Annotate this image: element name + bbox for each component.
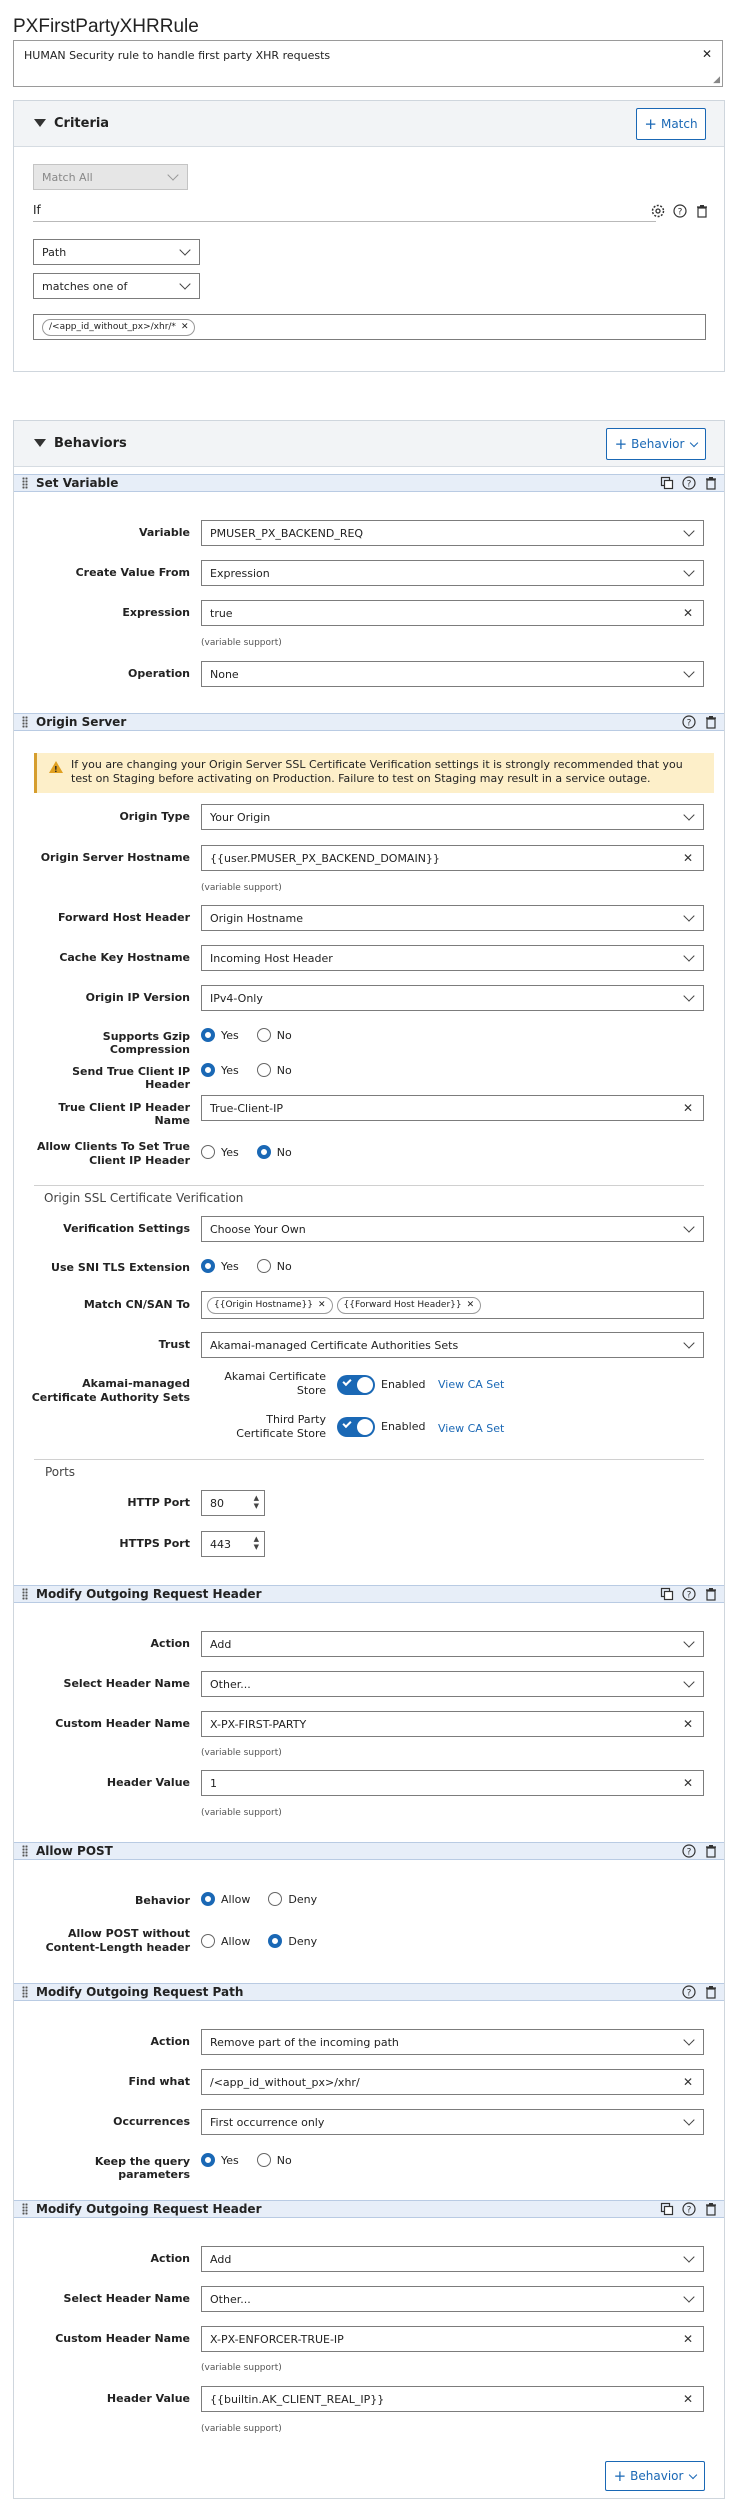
section-title: Modify Outgoing Request Header [36,2202,262,2216]
create-value-from-select[interactable]: Expression [201,560,704,586]
behavior-allow-radio[interactable]: Allow [201,1892,250,1906]
help-icon[interactable] [682,2202,696,2216]
variable-support-hint: (variable support) [201,2363,282,2373]
check-icon [342,1377,351,1386]
description-text: HUMAN Security rule to handle first party XHR requests [24,49,331,62]
trust-label: Trust [158,1338,190,1351]
trash-icon[interactable] [704,715,718,729]
trash-icon[interactable] [695,204,709,218]
find-what-label: Find what [128,2075,190,2088]
svg-text:?: ? [686,1590,692,1601]
trash-icon[interactable] [704,1587,718,1601]
third-party-view-ca-set-link[interactable]: View CA Set [438,1422,505,1435]
third-party-store-toggle[interactable] [337,1417,375,1437]
collapse-icon[interactable] [34,439,46,447]
https-port-label: HTTPS Port [119,1537,190,1550]
variable-support-hint: (variable support) [201,1748,282,1758]
add-behavior-bottom-button[interactable]: + Behavior [605,2461,705,2491]
header-value-input[interactable]: 1 ✕ [201,1770,704,1796]
clear-icon[interactable]: ✕ [682,606,693,620]
sni-yes-radio[interactable]: Yes [201,1259,239,1273]
allow-clients-no-radio[interactable]: No [257,1145,292,1159]
svg-text:?: ? [686,1847,692,1858]
trash-icon[interactable] [704,476,718,490]
svg-text:?: ? [686,2205,692,2216]
criteria-value-input[interactable] [33,314,706,340]
svg-text:?: ? [677,207,683,218]
origin-ip-version-select[interactable]: IPv4-Only [201,985,704,1011]
svg-text:?: ? [686,479,692,490]
ca-sets-label: Akamai-managed Certificate Authority Sets [31,1377,190,1404]
operation-select[interactable]: None [201,661,704,687]
divider [34,1459,704,1460]
gzip-label: Supports Gzip Compression [102,1030,190,1056]
gzip-yes-radio[interactable]: Yes [201,1028,239,1042]
origin-hostname-input[interactable]: {{user.PMUSER_PX_BACKEND_DOMAIN}} ✕ [201,845,704,871]
custom-header-name-label: Custom Header Name [55,2332,190,2345]
chevron-down-icon [690,438,698,446]
stepper-icon[interactable]: ▲ ▼ [253,1494,259,1510]
gzip-no-radio[interactable]: No [257,1028,292,1042]
keep-query-label: Keep the query parameters [94,2155,190,2181]
true-client-no-radio[interactable]: No [257,1063,292,1077]
origin-type-label: Origin Type [119,810,190,823]
chevron-down-icon [689,2470,697,2478]
ports-heading: Ports [45,1465,76,1479]
criteria-header[interactable] [14,101,724,147]
true-client-ip-radio-group [201,1063,292,1077]
true-client-ip-label: Send True Client IP Header [72,1065,190,1091]
path-action-label: Action [150,2035,190,2048]
clear-icon[interactable]: ✕ [682,1776,693,1790]
variable-label: Variable [138,526,190,539]
section-origin-server [14,713,724,731]
criteria-icons [651,204,709,218]
criteria-title: Criteria [54,116,110,131]
section-modify-header-2 [14,2200,724,2218]
akamai-store-status: Enabled [381,1378,426,1391]
action-select[interactable]: Add [201,2246,704,2272]
drag-handle-icon[interactable] [22,477,28,489]
action-label: Action [150,2252,190,2265]
stepper-icon[interactable]: ▲ ▼ [253,1535,259,1551]
section-title: Modify Outgoing Request Path [36,1985,244,1999]
clear-icon[interactable]: ✕ [682,851,693,865]
clear-icon[interactable]: ✕ [682,2332,693,2346]
cache-key-hostname-label: Cache Key Hostname [59,951,190,964]
true-client-header-name-label: True Client IP Header Name [58,1101,190,1127]
origin-hostname-label: Origin Server Hostname [40,851,190,864]
section-allow-post [14,1842,724,1860]
path-action-select[interactable]: Remove part of the incoming path [201,2029,704,2055]
resize-handle-icon[interactable]: ◢ [713,75,720,85]
https-port-input[interactable]: 443 ▲ ▼ [201,1531,265,1557]
help-icon[interactable] [682,1985,696,1999]
third-party-store-label: Third Party Certificate Store [236,1413,326,1440]
behaviors-title: Behaviors [54,436,127,451]
drag-handle-icon[interactable] [22,1588,28,1600]
post-without-cl-deny-radio[interactable]: Deny [268,1934,317,1948]
help-icon[interactable] [682,1587,696,1601]
match-cn-san-input[interactable] [201,1291,704,1319]
clear-icon[interactable]: ✕ [682,1101,693,1115]
verification-settings-select[interactable]: Choose Your Own [201,1216,704,1242]
if-divider [33,221,656,222]
action-select[interactable]: Add [201,1631,704,1657]
keep-query-radio-group [201,2153,292,2167]
collapse-icon[interactable] [34,119,46,127]
behavior-label: Behavior [134,1894,190,1907]
trust-select[interactable]: Akamai-managed Certificate Authorities Sets [201,1332,704,1358]
custom-header-name-label: Custom Header Name [55,1717,190,1730]
copy-icon[interactable] [660,476,674,490]
select-header-name-select[interactable]: Other... [201,2286,704,2312]
select-header-name-label: Select Header Name [63,2292,190,2305]
variable-support-hint: (variable support) [201,1808,282,1818]
sni-radio-group [201,1259,292,1273]
section-title: Modify Outgoing Request Header [36,1587,262,1601]
ssl-verification-heading: Origin SSL Certificate Verification [44,1191,244,1205]
verification-settings-label: Verification Settings [63,1222,190,1235]
custom-header-name-input[interactable]: X-PX-FIRST-PARTY ✕ [201,1711,704,1737]
trash-icon[interactable] [704,1985,718,1999]
variable-select[interactable]: PMUSER_PX_BACKEND_REQ [201,520,704,546]
plus-icon: + [644,115,657,133]
trash-icon[interactable] [704,1844,718,1858]
akamai-store-toggle[interactable] [337,1375,375,1395]
occurrences-label: Occurrences [113,2115,190,2128]
clear-icon[interactable]: ✕ [682,2392,693,2406]
third-party-store-status: Enabled [381,1420,426,1433]
behavior-radio-group [201,1892,317,1906]
sni-label: Use SNI TLS Extension [51,1261,190,1274]
help-icon[interactable] [682,715,696,729]
expression-input[interactable]: true ✕ [201,600,704,626]
find-what-input[interactable]: /<app_id_without_px>/xhr/ ✕ [201,2069,704,2095]
remove-chip-icon[interactable]: ✕ [466,1300,475,1310]
select-header-name-label: Select Header Name [63,1677,190,1690]
forward-host-header-chip[interactable]: {{Forward Host Header}} ✕ [337,1297,482,1314]
origin-ip-version-label: Origin IP Version [85,991,190,1004]
drag-handle-icon[interactable] [22,716,28,728]
header-value-label: Header Value [106,1776,190,1789]
keep-query-yes-radio[interactable]: Yes [201,2153,239,2167]
allow-clients-yes-radio[interactable]: Yes [201,1145,239,1159]
help-icon[interactable] [682,476,696,490]
plus-icon: + [614,435,628,453]
description-textarea[interactable] [13,40,723,87]
copy-icon[interactable] [660,1587,674,1601]
post-without-cl-allow-radio[interactable]: Allow [201,1934,250,1948]
criteria-panel [13,100,725,372]
custom-header-name-input[interactable]: X-PX-ENFORCER-TRUE-IP ✕ [201,2326,704,2352]
clear-icon[interactable]: ✕ [682,1717,693,1731]
warning-icon: ! [49,761,63,773]
value-chip[interactable]: /<app_id_without_px>/xhr/* ✕ [42,319,195,336]
post-without-cl-radio-group [201,1934,317,1948]
expression-label: Expression [122,606,190,619]
forward-host-header-select[interactable]: Origin Hostname [201,905,704,931]
remove-chip-icon[interactable]: ✕ [317,1300,326,1310]
divider [34,1185,704,1186]
occurrences-select[interactable]: First occurrence only [201,2109,704,2135]
section-title: Set Variable [36,476,119,490]
variable-support-hint: (variable support) [201,638,282,648]
clear-description-icon[interactable]: ✕ [701,47,712,61]
variable-support-hint: (variable support) [201,2424,282,2434]
criteria-field-select[interactable]: Path [33,239,200,265]
gzip-radio-group [201,1028,292,1042]
operation-label: Operation [128,667,190,680]
drag-handle-icon[interactable] [22,1986,28,1998]
ssl-warning-banner: ! If you are changing your Origin Server SSL Certificate Verification settings it is strongly recommended that you test on Staging before activating on Production. Failure to test on Staging may result in a service outage. [34,753,714,793]
forward-host-header-label: Forward Host Header [57,911,190,924]
criteria-operator-select[interactable]: matches one of [33,273,200,299]
svg-text:?: ? [686,1988,692,1999]
akamai-store-label: Akamai Certificate Store [224,1370,326,1397]
variable-support-hint: (variable support) [201,883,282,893]
match-cn-san-label: Match CN/SAN To [83,1298,190,1311]
plus-icon: + [613,2467,627,2485]
header-value-label: Header Value [106,2392,190,2405]
clear-icon[interactable]: ✕ [682,2075,693,2089]
check-icon [342,1419,351,1428]
help-icon[interactable] [682,1844,696,1858]
section-title: Origin Server [36,715,127,729]
behavior-deny-radio[interactable]: Deny [268,1892,317,1906]
add-behavior-button[interactable]: + Behavior [606,428,706,460]
true-client-header-name-input[interactable]: True-Client-IP ✕ [201,1095,704,1121]
http-port-label: HTTP Port [127,1496,190,1509]
post-without-cl-label: Allow POST without Content-Length header [45,1927,190,1954]
header-value-input[interactable]: {{builtin.AK_CLIENT_REAL_IP}} ✕ [201,2386,704,2412]
trash-icon[interactable] [704,2202,718,2216]
gear-icon[interactable] [651,204,665,218]
keep-query-no-radio[interactable]: No [257,2153,292,2167]
sni-no-radio[interactable]: No [257,1259,292,1273]
section-title: Allow POST [36,1844,113,1858]
cache-key-hostname-select[interactable]: Incoming Host Header [201,945,704,971]
copy-icon[interactable] [660,2202,674,2216]
http-port-input[interactable]: 80 ▲ ▼ [201,1490,265,1516]
remove-chip-icon[interactable]: ✕ [180,322,189,332]
section-set-variable [14,474,724,492]
select-header-name-select[interactable]: Other... [201,1671,704,1697]
match-all-select: Match All [33,164,188,190]
origin-type-select[interactable]: Your Origin [201,804,704,830]
if-label: If [33,203,41,217]
help-icon[interactable] [673,204,687,218]
page-title: PXFirstPartyXHRRule [13,16,199,37]
drag-handle-icon[interactable] [22,1845,28,1857]
action-label: Action [150,1637,190,1650]
allow-clients-radio-group [201,1145,292,1159]
create-value-from-label: Create Value From [75,566,190,579]
section-modify-header-1 [14,1585,724,1603]
allow-clients-label: Allow Clients To Set True Client IP Header [36,1140,190,1167]
true-client-yes-radio[interactable]: Yes [201,1063,239,1077]
section-modify-path [14,1983,724,2001]
akamai-view-ca-set-link[interactable]: View CA Set [438,1378,505,1391]
svg-text:?: ? [686,718,692,729]
behaviors-header[interactable] [14,421,724,467]
add-match-button[interactable]: + Match [636,108,706,140]
origin-hostname-chip[interactable]: {{Origin Hostname}} ✕ [207,1297,333,1314]
drag-handle-icon[interactable] [22,2203,28,2215]
